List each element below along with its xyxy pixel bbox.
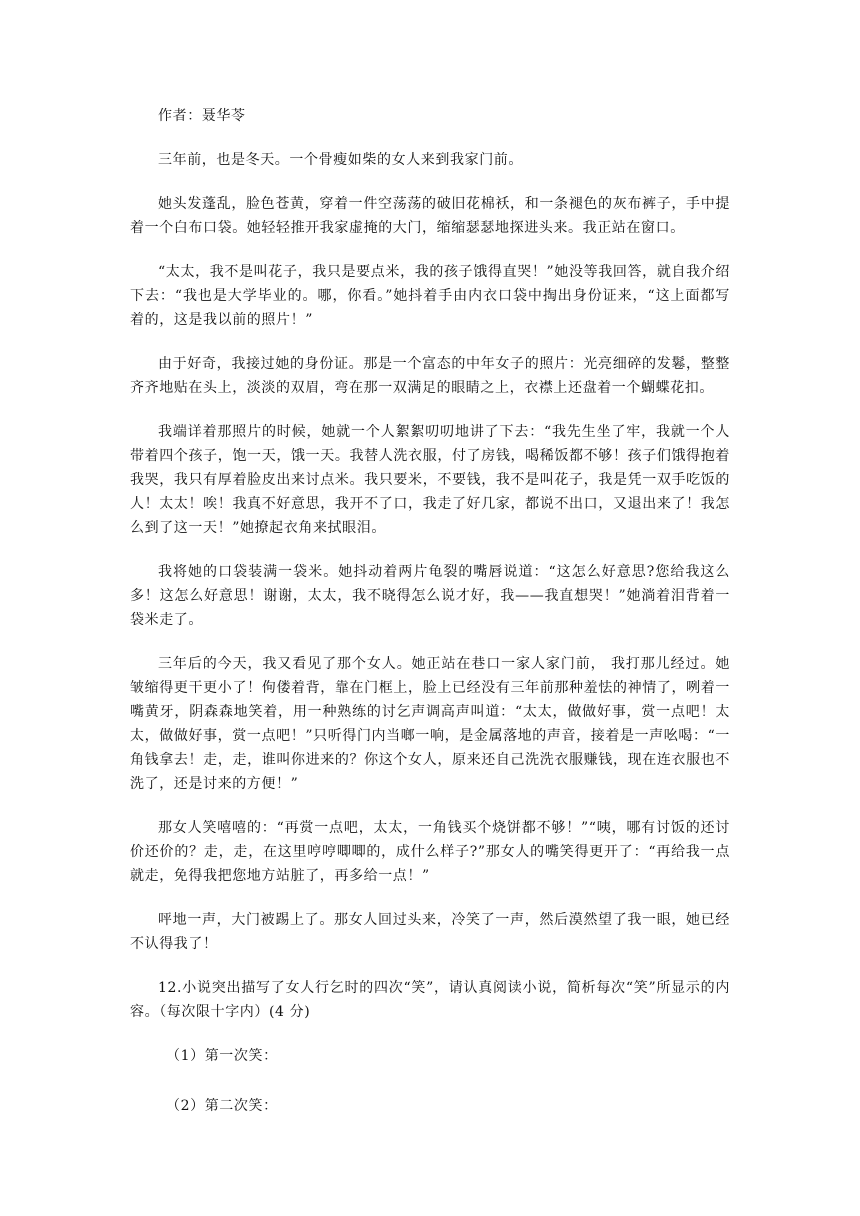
author-line: 作者：聂华苓 [158, 108, 246, 124]
story-paragraph-9: 呯地一声，大门被踢上了。那女人回过头来，冷笑了一声，然后漠然望了我一眼，她已经不认得我了！ [130, 912, 730, 952]
story-paragraph-7: 三年后的今天，我又看见了那个女人。她正站在巷口一家人家门前， 我打那儿经过。她皱缩得更干更小了！佝偻着背，靠在门框上，脸上已经没有三年前那种羞怯的神情了，咧着一嘴黄牙，阴森森地笑着，用一种熟练的讨乞声调高声叫道：“太太，做做好事，赏一点吧！太太，做做好事，赏一点吧！”只听得门内当啷一响，是金属落地的声音，接着是一声吆喝：“一角钱拿去！走，走，谁叫你进来的？你这个女人，原来还自己洗洗衣服赚钱，现在连衣服也不洗了，还是讨来的方便！” [130, 656, 730, 792]
question-prompt: 12.小说突出描写了女人行乞时的四次“笑”，请认真阅读小说，简析每次“笑”所显示的内容。（每次限十字内）(4 分) [130, 980, 730, 1020]
story-paragraph-8: 那女人笑嘻嘻的：“再赏一点吧，太太，一角钱买个烧饼都不够！”“咦，哪有讨饭的还讨价还价的？走，走，在这里哼哼唧唧的，成什么样子?”那女人的嘴笑得更开了：“再给我一点就走，免得我把您地方站脏了，再多给一点！” [130, 820, 730, 884]
question-item-2: （2）第二次笑： [166, 1098, 278, 1114]
question-item-1: （1）第一次笑： [166, 1048, 278, 1064]
story-paragraph-1: 三年前，也是冬天。一个骨瘦如柴的女人来到我家门前。 [158, 152, 523, 168]
story-paragraph-4: 由于好奇，我接过她的身份证。那是一个富态的中年女子的照片：光亮细碎的发鬈，整整齐齐地贴在头上，淡淡的双眉，弯在那一双满足的眼睛之上，衣襟上还盘着一个蝴蝶花扣。 [130, 356, 730, 396]
story-paragraph-5: 我端详着那照片的时候，她就一个人絮絮叨叨地讲了下去：“我先生坐了牢，我就一个人带着四个孩子，饱一天，饿一天。我替人洗衣服，付了房钱，喝稀饭都不够！孩子们饿得抱着我哭，我只有厚着脸皮出来讨点米。我只要米，不要钱，我不是叫花子，我是凭一双手吃饭的人！太太！唉！我真不好意思，我开不了口，我走了好几家，都说不出口，又退出来了！我怎么到了这一天！”她撩起衣角来拭眼泪。 [130, 424, 730, 536]
story-paragraph-6: 我将她的口袋装满一袋米。她抖动着两片龟裂的嘴唇说道：“这怎么好意思?您给我这么多！这怎么好意思！谢谢，太太，我不晓得怎么说才好，我——我直想哭！”她淌着泪背着一袋米走了。 [130, 564, 730, 628]
document-body [130, 104, 730, 1144]
story-paragraph-2: 她头发蓬乱，脸色苍黄，穿着一件空荡荡的破旧花棉袄，和一条褪色的灰布裤子，手中提着一个白布口袋。她轻轻推开我家虚掩的大门，缩缩瑟瑟地探进头来。我正站在窗口。 [130, 196, 730, 236]
story-paragraph-3: “太太，我不是叫花子，我只是要点米，我的孩子饿得直哭！”她没等我回答，就自我介绍下去：“我也是大学毕业的。哪，你看。”她抖着手由内衣口袋中掏出身份证来，“这上面都写着的，这是我以前的照片！” [130, 264, 730, 328]
